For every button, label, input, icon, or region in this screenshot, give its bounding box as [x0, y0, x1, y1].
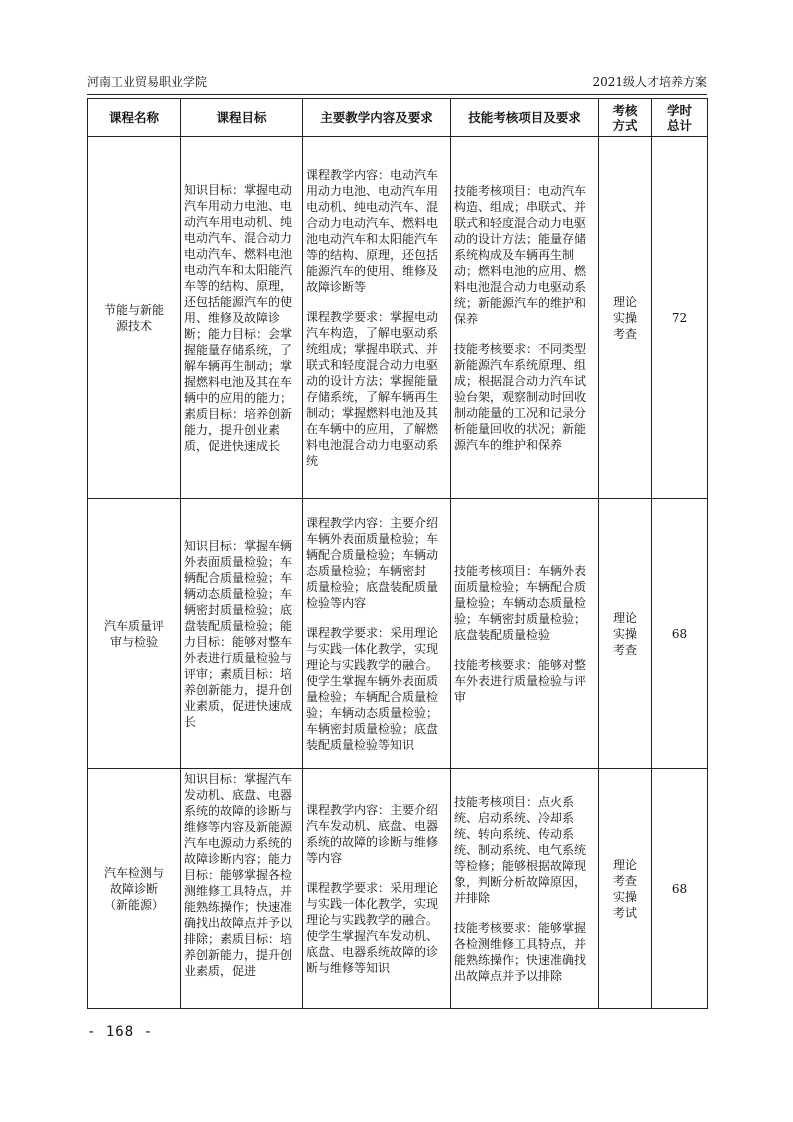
- assessment-method: 理论 考查 实操 考试: [599, 769, 652, 1009]
- content-text: 课程教学内容：主要介绍汽车发动机、底盘、电器系统的故障的诊断与维修等内容: [306, 802, 439, 865]
- col-course-name: 课程名称: [88, 99, 181, 137]
- header-rule: [87, 94, 707, 95]
- header-plan: 2021级人才培养方案: [592, 75, 707, 89]
- content-text: 课程教学内容：主要介绍车辆外表面质量检验；车辆配合质量检验；车辆动态质量检验；车辆密封 质量检验；底盘装配质量检验等内容: [306, 515, 439, 610]
- skill-requirements: 技能考核要求：能够对整车外表进行质量检验与评审: [454, 657, 587, 704]
- course-table: [87, 98, 708, 1009]
- table-row: [88, 499, 708, 769]
- course-content: [303, 137, 451, 499]
- skill-items: 技能考核项目：点火系统、启动系统、冷却系统、转向系统、传动系统、制动系统、电气系统等检修；能够根据故障现象，判断分析故障原因，并排除: [454, 794, 587, 905]
- requirement-text: 课程教学要求：采用理论与实践一体化教学，实现理论与实践教学的融合。使学生掌握车辆外表面质量检验；车辆配合质量检验；车辆动态质量检验；车辆密封质量检验；底盘装配质量检验等知识: [306, 625, 439, 752]
- total-hours: 72: [652, 137, 708, 499]
- assessment-method: 理论 实操 考查: [599, 137, 652, 499]
- total-hours: 68: [652, 769, 708, 1009]
- skill-assessment: [451, 137, 599, 499]
- skill-assessment: [451, 499, 599, 769]
- header-school: 河南工业贸易职业学院: [87, 75, 208, 89]
- requirement-text: 课程教学要求：掌握电动汽车构造，了解电驱动系统组成；掌握串联式、并联式和轻度混合动力电驱动的设计方法；掌握能量存储系统，了解车辆再生制动；掌握燃料电池及其在车辆中的应用，了解燃料电池混合动力电驱动系统: [306, 309, 439, 468]
- col-skill: 技能考核项目及要求: [451, 99, 599, 137]
- skill-requirements: 技能考核要求：不同类型新能源汽车系统原理、组成；根据混合动力汽车试验台架，观察制动时回收制动能量的工况和记录分析能量回收的状况；新能源汽车的维护和保养: [454, 341, 587, 452]
- table-row: [88, 137, 708, 499]
- content-text: 课程教学内容：电动汽车用动力电池、电动汽车用电动机、纯电动汽车、混合动力电动汽车、燃料电池电动汽车和太阳能汽车等的结构、原理，还包括能源汽车的使用、维修及故障诊断等: [306, 167, 439, 294]
- skill-requirements: 技能考核要求：能够掌握各检测维修工具特点，并能熟练操作；快速准确找出故障点并予以排除: [454, 920, 587, 983]
- table-header-row: [88, 99, 708, 137]
- course-content: [303, 769, 451, 1009]
- course-goal: 知识目标：掌握电动汽车用动力电池、电动汽车用电动机、纯电动汽车、混合动力电动汽车、燃料电池电动汽车和太阳能汽车等的结构、原理，还包括能源汽车的使用、维修及故障诊断；能力目标：会掌握能量存储系统，了解车辆再生制动；掌握燃料电池及其在车辆中的应用的能力；素质目标：培养创新能力，提升创业素质，促进快速成长: [181, 137, 303, 499]
- page-header: [87, 72, 707, 92]
- skill-items: 技能考核项目：车辆外表面质量检验；车辆配合质量检验；车辆动态质量检验；车辆密封质量检验；底盘装配质量检验: [454, 563, 587, 642]
- col-method: 考核 方式: [599, 99, 652, 137]
- course-name: 汽车质量评 审与检验: [88, 499, 181, 769]
- col-hours: 学时 总计: [652, 99, 708, 137]
- requirement-text: 课程教学要求：采用理论与实践一体化教学，实现理论与实践教学的融合。使学生掌握汽车发动机、底盘、电器系统故障的诊断与维修等知识: [306, 880, 439, 975]
- table-row: [88, 769, 708, 1009]
- col-course-goal: 课程目标: [181, 99, 303, 137]
- col-content: 主要教学内容及要求: [303, 99, 451, 137]
- course-name: 节能与新能 源技术: [88, 137, 181, 499]
- course-goal: 知识目标：掌握车辆外表面质量检验；车辆配合质量检验；车辆动态质量检验；车辆密封质量检验；底盘装配质量检验；能力目标：能够对整车外表进行质量检验与评审；素质目标：培养创新能力，提升创业素质，促进快速成长: [181, 499, 303, 769]
- skill-items: 技能考核项目：电动汽车构造、组成；串联式、并联式和轻度混合动力电驱动的设计方法；能量存储系统构成及车辆再生制动；燃料电池的应用、燃料电池混合动力电驱动系统；新能源汽车的维护和保养: [454, 183, 587, 326]
- course-name: 汽车检测与 故障诊断 （新能源）: [88, 769, 181, 1009]
- course-content: [303, 499, 451, 769]
- assessment-method: 理论 实操 考查: [599, 499, 652, 769]
- course-goal: 知识目标：掌握汽车发动机、底盘、电器系统的故障的诊断与维修等内容及新能源汽车电源动力系统的故障诊断内容；能力目标：能够掌握各检测维修工具特点，并能熟练操作；快速准确找出故障点并予以排除；素质目标：培养创新能力，提升创业素质，促进: [181, 769, 303, 1009]
- total-hours: 68: [652, 499, 708, 769]
- page-number: - 168 -: [87, 1024, 154, 1040]
- skill-assessment: [451, 769, 599, 1009]
